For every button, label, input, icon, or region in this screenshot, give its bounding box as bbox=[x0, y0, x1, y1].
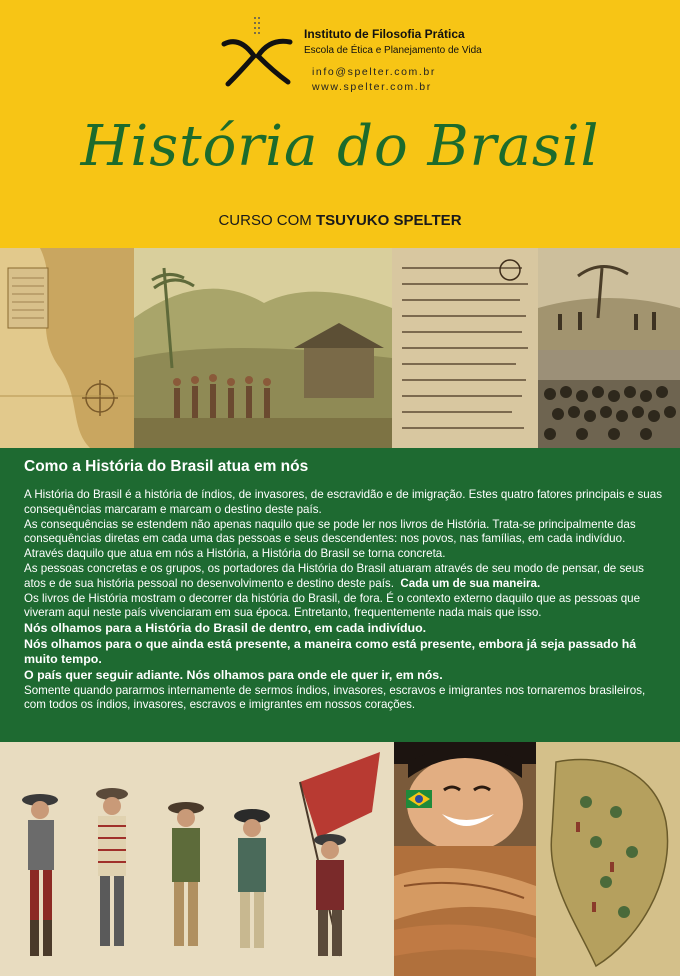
institute-subtitle: Escola de Ética e Planejamento de Vida bbox=[304, 45, 482, 56]
paragraph-with-bold-tail bbox=[24, 562, 664, 592]
text-panel bbox=[0, 448, 680, 742]
course-prefix: CURSO COM bbox=[218, 212, 316, 229]
institute-name: Instituto de Filosofia Prática bbox=[304, 27, 465, 41]
header bbox=[0, 0, 680, 248]
hands-photo bbox=[394, 846, 536, 976]
course-subtitle bbox=[0, 212, 680, 229]
smiling-child-photo bbox=[394, 742, 536, 846]
old-map-image bbox=[0, 248, 134, 448]
institute-logo-icon bbox=[218, 14, 296, 92]
bottom-photo-strip bbox=[0, 742, 680, 976]
old-brazil-map-image bbox=[536, 742, 680, 976]
page-title: História do Brasil bbox=[80, 114, 600, 179]
institute-website: www.spelter.com.br bbox=[312, 81, 432, 93]
paragraph: Através daquilo que atua em nós a História, a História do Brasil se torna concreta. bbox=[24, 547, 446, 561]
paragraph-bold: Nós olhamos para a História do Brasil de dentro, em cada indivíduo. bbox=[24, 621, 427, 636]
section-heading: Como a História do Brasil atua em nós bbox=[24, 458, 309, 475]
paragraph-bold: Nós olhamos para o que ainda está presente, a maneira como está presente, embora já seja passado há muito tempo. bbox=[24, 636, 637, 667]
institute-email: info@spelter.com.br bbox=[312, 66, 436, 78]
slaves-crowd-engraving bbox=[538, 350, 680, 448]
paragraph: As consequências se estendem não apenas naquilo que se pode ler nos livros de História. Trata-se principalmente das consequências diretas em cada uma das pessoas e seus descendentes: nos povos, nas famílias, em cada indivíduo. bbox=[24, 517, 636, 546]
indigenous-village-painting bbox=[134, 248, 392, 448]
paragraph: Os livros de História mostram o decorrer da história do Brasil, de fora. É o contexto externo daquilo que as pessoas que viveram aqui neste país vivenciaram em sua época. Entretanto, frequentemente nada mais que isso. bbox=[24, 591, 641, 620]
paragraph: Somente quando pararmos internamente de sermos índios, invasores, escravos e imigrantes nos tornaremos brasileiros, com todos os índios, invasores, escravos e imigrantes em nossos corações. bbox=[24, 683, 646, 712]
course-teacher: TSUYUKO SPELTER bbox=[315, 212, 462, 229]
colonial-scene-engraving bbox=[538, 248, 680, 350]
paragraph-bold: O país quer seguir adiante. Nós olhamos para onde ele quer ir, em nós. bbox=[24, 667, 443, 682]
top-photo-strip bbox=[0, 248, 680, 448]
colonial-soldiers-illustration bbox=[0, 742, 394, 976]
paragraph-text: As pessoas concretas e os grupos, os portadores da História do Brasil atuaram através de seu modo de pensar, de seus atos e de sua história pessoal no desenvolvimento e destino deste país. bbox=[24, 561, 644, 590]
section-body bbox=[24, 488, 664, 713]
paragraph-bold-tail: Cada um de sua maneira. bbox=[400, 576, 541, 590]
old-manuscript-image bbox=[392, 248, 538, 448]
paragraph: A História do Brasil é a história de índios, de invasores, de escravidão e de imigração. Estes quatro fatores principais e suas consequências marcaram e marcam o destino deste país. bbox=[24, 488, 662, 516]
